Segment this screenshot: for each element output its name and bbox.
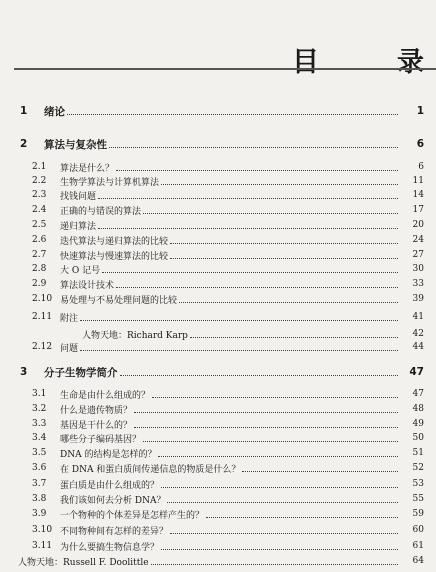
toc-entry-number: 2.3 [32, 190, 47, 200]
toc-entry[interactable] [0, 446, 436, 460]
toc-entry-title-wrap [60, 418, 398, 431]
toc-entry-title: 我们该如何去分析 DNA？ [60, 493, 167, 506]
leader-dots [161, 549, 398, 550]
toc-entry[interactable] [0, 477, 436, 491]
page-title [292, 40, 424, 79]
toc-entry-page: 39 [412, 294, 424, 304]
toc-entry-page: 64 [412, 556, 424, 566]
toc-entry[interactable] [0, 523, 436, 537]
toc-entry-page: 42 [412, 329, 424, 339]
toc-entry-page: 44 [412, 342, 424, 352]
toc-entry-title: 绪论 [44, 105, 65, 118]
toc-entry-title: 不同物种间有怎样的差异？ [60, 524, 170, 537]
toc-entry-page: 47 [409, 366, 424, 378]
toc-entry-title-wrap [60, 175, 398, 188]
toc-entry-number: 3.9 [32, 509, 47, 519]
toc-entry[interactable] [0, 417, 436, 431]
toc-entry[interactable] [0, 340, 436, 354]
toc-entry-number: 2.12 [32, 342, 53, 352]
toc-entry-page: 47 [412, 389, 424, 399]
toc-entry-page: 6 [416, 138, 424, 150]
toc-entry-number: 2.10 [32, 294, 53, 304]
toc-entry-number: 3.6 [32, 463, 47, 473]
leader-dots [167, 502, 398, 503]
leader-dots [151, 564, 398, 565]
toc-entry-number: 3.4 [32, 433, 47, 443]
toc-entry-page: 55 [412, 494, 424, 504]
toc-entry-page: 11 [412, 176, 424, 186]
toc-entry-title-wrap [60, 204, 398, 217]
toc-entry-number: 3.7 [32, 479, 47, 489]
leader-dots [134, 412, 398, 413]
toc-entry-page: 6 [418, 162, 424, 172]
leader-dots [80, 350, 398, 351]
leader-dots [179, 302, 398, 303]
leader-dots [143, 213, 398, 214]
toc-entry-page: 24 [412, 235, 424, 245]
toc-entry[interactable] [0, 554, 436, 568]
toc-entry-title: 附注 [60, 311, 80, 324]
toc-entry-title-wrap [18, 555, 398, 568]
toc-entry[interactable] [0, 310, 436, 324]
toc-entry-title: 快速算法与慢速算法的比较 [60, 249, 170, 262]
leader-dots [134, 427, 398, 428]
toc-entry-number: 3.8 [32, 494, 47, 504]
toc-entry[interactable] [0, 292, 436, 306]
toc-entry-title-wrap [60, 219, 398, 232]
leader-dots [120, 375, 399, 376]
toc-entry-title-wrap [60, 540, 398, 553]
toc-entry-page: 41 [412, 312, 424, 322]
leader-dots [158, 456, 398, 457]
leader-dots [161, 184, 398, 185]
toc-entry-title: 易处理与不易处理问题的比较 [60, 293, 179, 306]
toc-entry-title: 大 O 记号 [60, 263, 102, 276]
toc-entry-page: 52 [412, 463, 424, 473]
toc-chapter-entry[interactable] [0, 104, 436, 118]
toc-entry-title-wrap [60, 447, 398, 460]
toc-entry-number: 2.8 [32, 264, 47, 274]
toc-entry-title-wrap [60, 478, 398, 491]
toc-entry-number: 2.2 [32, 176, 47, 186]
toc-entry-number: 2.11 [32, 312, 53, 322]
leader-dots [109, 147, 398, 148]
toc-entry-title: 人物天地：Russell F. Doolittle [18, 555, 151, 568]
leader-dots [98, 228, 398, 229]
toc-entry-title: 正确的与错误的算法 [60, 204, 143, 217]
toc-entry-title: 迭代算法与递归算法的比较 [60, 234, 170, 247]
toc-entry-title-wrap [60, 278, 398, 291]
toc-entry-page: 20 [412, 220, 424, 230]
toc-entry-title: 算法是什么？ [60, 161, 116, 174]
toc-entry-page: 60 [412, 525, 424, 535]
leader-dots [67, 114, 398, 115]
leader-dots [102, 272, 398, 273]
leader-dots [242, 471, 398, 472]
toc-entry-title-wrap [44, 137, 398, 152]
toc-entry-number: 2.7 [32, 250, 47, 260]
leader-dots [143, 441, 398, 442]
toc-entry-page: 48 [412, 404, 424, 414]
toc-entry-number: 1 [20, 105, 28, 117]
toc-entry-title-wrap [60, 403, 398, 416]
toc-entry-page: 33 [412, 279, 424, 289]
toc-entry[interactable] [0, 387, 436, 401]
toc-entry[interactable] [0, 248, 436, 262]
toc-entry-number: 2.5 [32, 220, 47, 230]
toc-entry-number: 2 [20, 138, 28, 150]
toc-entry-page: 50 [412, 433, 424, 443]
toc-entry-title: 问题 [60, 341, 80, 354]
toc-entry[interactable] [0, 402, 436, 416]
toc-entry-title: 算法设计技术 [60, 278, 116, 291]
toc-entry-number: 2.4 [32, 205, 47, 215]
title-char-1: 目 [292, 47, 319, 78]
leader-dots [206, 517, 398, 518]
toc-entry-title: 算法与复杂性 [44, 138, 107, 151]
toc-entry[interactable] [0, 492, 436, 506]
toc-entry-title-wrap [60, 161, 398, 174]
toc-entry-title: 在 DNA 和蛋白质间传递信息的物质是什么？ [60, 462, 242, 475]
toc-entry-title: 生物学算法与计算机算法 [60, 175, 161, 188]
toc-entry-title-wrap [60, 462, 398, 475]
toc-entry-number: 2.9 [32, 279, 47, 289]
toc-entry-number: 3.11 [32, 541, 53, 551]
leader-dots [152, 397, 398, 398]
leader-dots [161, 487, 398, 488]
toc-entry[interactable] [0, 431, 436, 445]
toc-entry-page: 1 [416, 105, 424, 117]
toc-entry-title: 人物天地：Richard Karp [82, 328, 190, 341]
leader-dots [116, 170, 398, 171]
toc-entry-title-wrap [82, 328, 398, 341]
toc-entry[interactable] [0, 160, 436, 174]
toc-entry[interactable] [0, 233, 436, 247]
toc-entry-page: 61 [412, 541, 424, 551]
toc-entry-page: 14 [412, 190, 424, 200]
toc-entry-number: 3.10 [32, 525, 53, 535]
leader-dots [170, 258, 398, 259]
toc-entry[interactable] [0, 277, 436, 291]
toc-entry-title: 生命是由什么组成的？ [60, 388, 152, 401]
toc-entry-title-wrap [60, 311, 398, 324]
toc-entry[interactable] [0, 188, 436, 202]
toc-entry-title-wrap [60, 293, 398, 306]
toc-chapter-entry[interactable] [0, 365, 436, 379]
toc-entry-title-wrap [60, 388, 398, 401]
toc-entry[interactable] [0, 327, 436, 341]
toc-entry-title: 找钱问题 [60, 189, 98, 202]
toc-entry-title: 什么是遗传物质？ [60, 403, 134, 416]
toc-entry-page: 49 [412, 419, 424, 429]
toc-entry-title-wrap [60, 524, 398, 537]
toc-entry-title-wrap [60, 189, 398, 202]
toc-entry-number: 2.6 [32, 235, 47, 245]
toc-entry-number: 2.1 [32, 162, 47, 172]
toc-entry-title: 哪些分子编码基因？ [60, 432, 143, 445]
toc-entry-page: 53 [412, 479, 424, 489]
toc-entry-title: 递归算法 [60, 219, 98, 232]
toc-entry-number: 3.5 [32, 448, 47, 458]
toc-entry-title-wrap [60, 234, 398, 247]
leader-dots [170, 243, 398, 244]
toc-entry-title-wrap [60, 249, 398, 262]
toc-entry-title: 一个物种的个体差异是怎样产生的？ [60, 508, 206, 521]
toc-entry-title-wrap [60, 508, 398, 521]
toc-entry[interactable] [0, 262, 436, 276]
toc-entry-title: 蛋白质是由什么组成的？ [60, 478, 161, 491]
leader-dots [190, 337, 398, 338]
leader-dots [116, 287, 398, 288]
toc-entry-page: 30 [412, 264, 424, 274]
toc-entry-number: 3.1 [32, 389, 47, 399]
toc-entry-title: 基因是干什么的？ [60, 418, 134, 431]
toc-entry[interactable] [0, 218, 436, 232]
title-divider [14, 68, 436, 70]
toc-entry-title-wrap [60, 432, 398, 445]
toc-entry-number: 3.3 [32, 419, 47, 429]
toc-entry-page: 17 [412, 205, 424, 215]
toc-entry-page: 27 [412, 250, 424, 260]
toc-chapter-entry[interactable] [0, 137, 436, 151]
toc-entry-title-wrap [44, 104, 398, 119]
toc-entry-page: 51 [412, 448, 424, 458]
toc-entry-page: 59 [412, 509, 424, 519]
toc-entry-title: DNA 的结构是怎样的？ [60, 447, 158, 460]
leader-dots [170, 533, 398, 534]
toc-entry-number: 3.2 [32, 404, 47, 414]
leader-dots [80, 320, 398, 321]
toc-entry[interactable] [0, 507, 436, 521]
toc-entry[interactable] [0, 461, 436, 475]
toc-entry-title-wrap [60, 263, 398, 276]
toc-entry[interactable] [0, 203, 436, 217]
toc-entry-number: 3 [20, 366, 28, 378]
title-char-2: 录 [397, 47, 424, 78]
toc-entry-title-wrap [60, 341, 398, 354]
toc-entry-title-wrap [60, 493, 398, 506]
toc-entry-title: 为什么要搞生物信息学？ [60, 540, 161, 553]
toc-entry[interactable] [0, 539, 436, 553]
toc-entry-title: 分子生物学简介 [44, 366, 118, 379]
toc-entry-title-wrap [44, 365, 398, 380]
leader-dots [98, 198, 398, 199]
toc-entry[interactable] [0, 174, 436, 188]
